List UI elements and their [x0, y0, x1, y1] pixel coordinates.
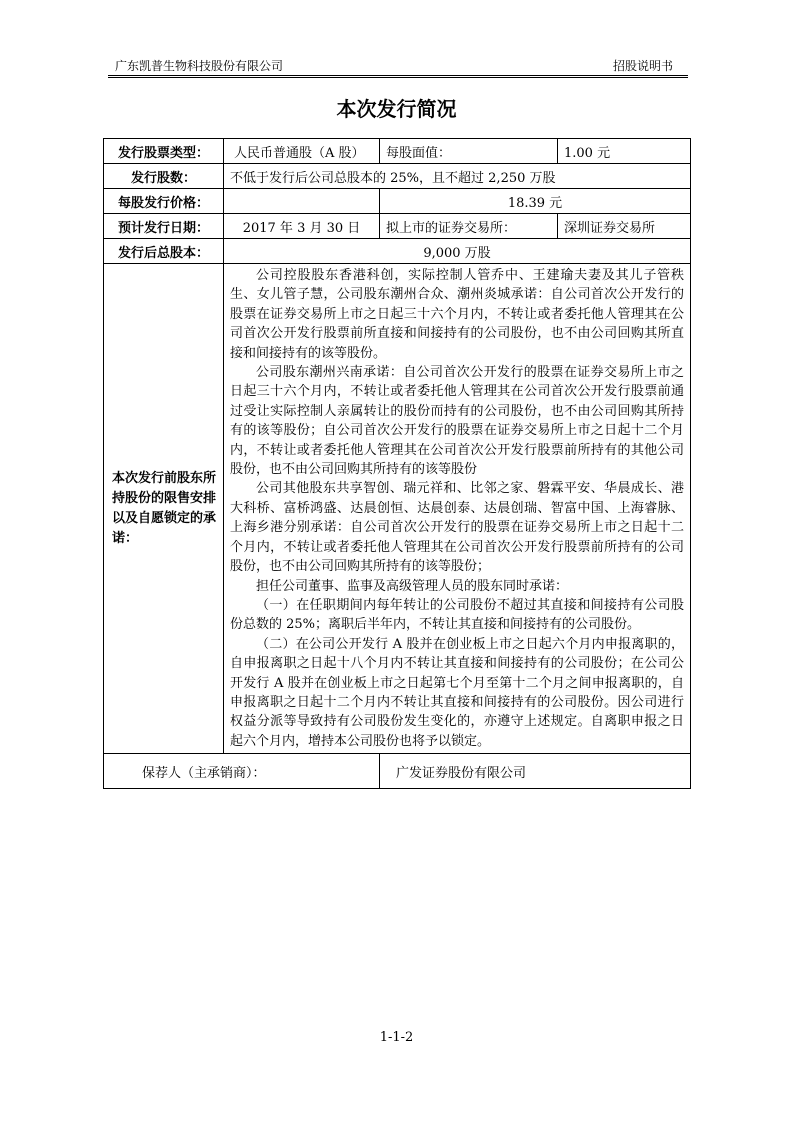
date-label: 预计发行日期：	[104, 214, 224, 239]
row-sponsor	[104, 754, 691, 789]
lockup-paragraph: 公司股东潮州兴南承诺：自公司首次公开发行的股票在证券交易所上市之日起三十六个月内，不转让或者委托他人管理其在公司首次公开发行股票前通过受让实际控制人亲属转让的股份而持有的公司股份，也不由公司回购其所持有的该等股份；自公司首次公开发行的股票在证券交易所上市之日起十二个月内，不转让或者委托他人管理其在公司首次公开发行股票前所持有的其他公司股份，也不由公司回购其所持有的该等股份	[230, 365, 684, 478]
lockup-paragraph: 公司其他股东共享智创、瑞元祥和、比邻之家、磐霖平安、华晨成长、港大科桥、富桥鸿盛、达晨创恒、达晨创泰、达晨创瑞、智富中国、上海睿脉、上海乡港分别承诺：自公司首次公开发行的股票在证券交易所上市之日起十二个月内，不转让或者委托他人管理其在公司首次公开发行股票前所持有的公司股份，也不由公司回购其所持有的该等股份；	[230, 481, 684, 575]
header-rule-thin	[108, 77, 688, 78]
par-value-value: 1.00 元	[558, 139, 691, 164]
stock-type-label: 发行股票类型：	[104, 139, 224, 164]
par-value-label: 每股面值：	[380, 139, 558, 164]
header-company: 广东凯普生物科技股份有限公司	[115, 59, 284, 73]
price-empty	[224, 189, 380, 214]
row-stock-type	[104, 139, 691, 164]
total-shares-label: 发行后总股本：	[104, 239, 224, 264]
row-total-shares	[104, 239, 691, 264]
shares-value: 不低于发行后公司总股本的 25%，且不超过 2,250 万股	[224, 164, 691, 189]
price-value: 18.39 元	[380, 189, 691, 214]
header-doc-type: 招股说明书	[612, 59, 673, 73]
lockup-label: 本次发行前股东所持股份的限售安排以及自愿锁定的承诺：	[104, 264, 224, 754]
price-label: 每股发行价格：	[104, 189, 224, 214]
page-number: 1-1-2	[379, 1030, 414, 1045]
page-title: 本次发行简况	[336, 97, 457, 121]
row-date	[104, 214, 691, 239]
date-value: 2017 年 3 月 30 日	[224, 214, 380, 239]
sponsor-label: 保荐人（主承销商）：	[104, 754, 380, 789]
lockup-paragraph: 担任公司董事、监事及高级管理人员的股东同时承诺：	[256, 578, 569, 594]
issuance-summary-table	[103, 138, 691, 789]
row-shares	[104, 164, 691, 189]
sponsor-value: 广发证券股份有限公司	[380, 754, 691, 789]
lockup-paragraph: 公司控股股东香港科创，实际控制人管乔中、王建瑜夫妻及其儿子管秩生、女儿管子慧，公司股东潮州合众、潮州炎城承诺：自公司首次公开发行的股票在证券交易所上市之日起三十六个月内，不转让或者委托他人管理其在公司首次公开发行股票前所直接和间接持有的公司股份，也不由公司回购其所直接和间接持有的该等股份。	[230, 268, 684, 361]
exchange-value: 深圳证券交易所	[558, 214, 691, 239]
row-lockup	[104, 264, 691, 754]
lockup-text	[224, 264, 691, 754]
row-price	[104, 189, 691, 214]
exchange-label: 拟上市的证券交易所：	[380, 214, 558, 239]
header-rule	[108, 75, 688, 76]
stock-type-value: 人民币普通股（A 股）	[224, 139, 380, 164]
total-shares-value: 9,000 万股	[224, 239, 691, 264]
lockup-paragraph: （一）在任职期间内每年转让的公司股份不超过其直接和间接持有公司股份总数的 25%；离职后半年内，不转让其直接和间接持有的公司股份。	[230, 597, 684, 633]
lockup-paragraph: （二）在公司公开发行 A 股并在创业板上市之日起六个月内申报离职的，自申报离职之日起十八个月内不转让其直接和间接持有的公司股份；在公司公开发行 A 股并在创业板上市之日起第七个月至第十二个月之间申报离职的，自申报离职之日起十二个月内不转让其直接和间接持有的公司股份。因公司进行权益分派等导致持有公司股份发生变化的，亦遵守上述规定。自离职申报之日起六个月内，增持本公司股份也将予以锁定。	[230, 636, 684, 749]
shares-label: 发行股数：	[104, 164, 224, 189]
